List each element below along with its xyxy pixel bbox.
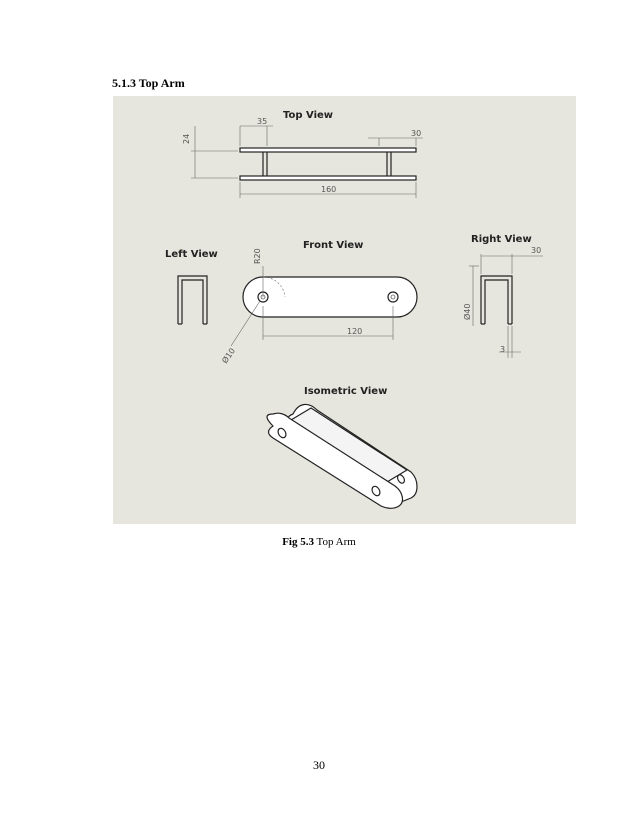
dim-front-spacing: 120 xyxy=(347,327,363,336)
drawing-canvas xyxy=(113,96,576,524)
top-view-label: Top View xyxy=(283,110,334,121)
right-view xyxy=(481,276,512,324)
dim-top-length: 160 xyxy=(321,185,337,194)
right-view-dimensions xyxy=(469,254,543,358)
front-view xyxy=(243,277,417,317)
isometric-view xyxy=(267,404,417,508)
top-view-dimensions xyxy=(191,126,423,198)
technical-drawing xyxy=(113,96,576,524)
dim-front-radius: R20 xyxy=(253,248,262,264)
isometric-view-label: Isometric View xyxy=(304,386,388,397)
right-view-label: Right View xyxy=(471,234,532,245)
dim-right-thickness: 3 xyxy=(500,345,506,354)
figure-caption-text: Top Arm xyxy=(313,536,356,548)
dim-top-height: 24 xyxy=(182,133,191,144)
dim-front-hole: Ø10 xyxy=(220,346,238,366)
top-view xyxy=(240,148,416,180)
figure-caption-label: Fig 5.3 xyxy=(282,536,314,548)
left-view-label: Left View xyxy=(165,249,218,260)
figure-caption xyxy=(0,536,638,548)
dim-right-width: 30 xyxy=(531,246,542,255)
dim-top-width: 35 xyxy=(257,117,268,126)
dim-right-height: Ø40 xyxy=(463,303,472,320)
page-number: 30 xyxy=(313,758,325,772)
front-view-label: Front View xyxy=(303,240,364,251)
section-heading: 5.1.3 Top Arm xyxy=(112,76,185,90)
left-view xyxy=(178,276,207,324)
dim-top-right: 30 xyxy=(411,129,422,138)
